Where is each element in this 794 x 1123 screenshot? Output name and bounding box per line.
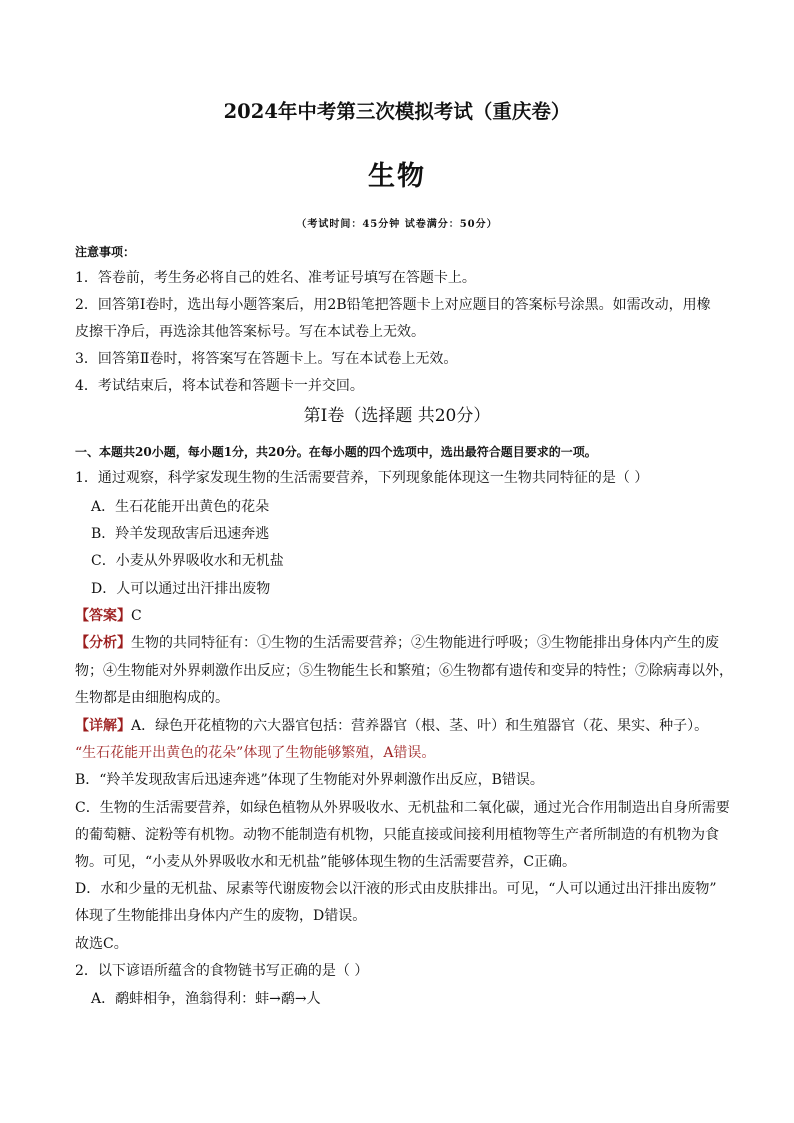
- section-title: 第Ⅰ卷（选择题 共20分）: [303, 406, 491, 426]
- q1-option-a: A．生石花能开出黄色的花朵: [91, 499, 270, 515]
- note-item: 3．回答第Ⅱ卷时，将答案写在答题卡上。写在本试卷上无效。: [75, 351, 458, 367]
- exam-info: （考试时间：45分钟 试卷满分：50分）: [296, 219, 498, 230]
- note-item: 皮擦干净后，再选涂其他答案标号。写在本试卷上无效。: [75, 324, 425, 340]
- subject-title: 生物: [368, 161, 426, 192]
- q1-option-d: D．人可以通过出汗排出废物: [91, 581, 271, 597]
- section-instruction: 一、本题共20小题，每小题1分，共20分。在每小题的四个选项中，选出最符合题目要求的一项。: [75, 445, 597, 459]
- detail-text: “生石花能开出黄色的花朵”体现了生物能够繁殖，A错误。: [75, 745, 436, 761]
- note-item: 4．考试结束后，将本试卷和答题卡一并交回。: [75, 378, 364, 394]
- detail-conclusion: 故选C。: [75, 936, 128, 952]
- detail-text: 物。可见，“小麦从外界吸收水和无机盐”能够体现生物的生活需要营养，C正确。: [75, 854, 577, 870]
- detail-text: B．“羚羊发现敌害后迅速奔逃”体现了生物能对外界刺激作出反应，B错误。: [75, 772, 544, 788]
- q1-option-c: C．小麦从外界吸收水和无机盐: [91, 553, 284, 569]
- answer-tag: 【答案】: [75, 608, 131, 624]
- analysis-tag: 【分析】: [75, 635, 131, 651]
- question-1-stem: 1．通过观察，科学家发现生物的生活需要营养，下列现象能体现这一生物共同特征的是（ ）: [75, 470, 649, 486]
- detail-tag: 【详解】: [75, 718, 131, 734]
- q1-analysis-line: [75, 634, 719, 652]
- note-item: 2．回答第Ⅰ卷时，选出每小题答案后，用2B铅笔把答题卡上对应题目的答案标号涂黑。如需改动，用橡: [75, 297, 711, 313]
- detail-text: 的葡萄糖、淀粉等有机物。动物不能制造有机物，只能直接或间接利用植物等生产者所制造的有机物为食: [75, 827, 719, 843]
- analysis-text: 物；④生物能对外界刺激作出反应；⑤生物能生长和繁殖；⑥生物都有遗传和变异的特性；⑦除病毒以外，: [75, 663, 733, 679]
- detail-text: D．水和少量的无机盐、尿素等代谢废物会以汗液的形式由皮肤排出。可见，“人可以通过出汗排出废物”: [75, 881, 717, 897]
- q1-detail-line: [75, 717, 708, 735]
- q1-answer-line: [75, 607, 142, 625]
- note-item: 1．答卷前，考生务必将自己的姓名、准考证号填写在答题卡上。: [75, 270, 476, 286]
- q1-option-b: B．羚羊发现敌害后迅速奔逃: [91, 526, 270, 542]
- answer-value: C: [131, 608, 142, 624]
- question-2-stem: 2．以下谚语所蕴含的食物链书写正确的是（ ）: [75, 963, 369, 979]
- notes-heading: 注意事项：: [75, 245, 136, 259]
- analysis-text: 生物的共同特征有：①生物的生活需要营养；②生物能进行呼吸；③生物能排出身体内产生的废: [131, 635, 719, 651]
- detail-text: A．绿色开花植物的六大器官包括：营养器官（根、茎、叶）和生殖器官（花、果实、种子）。: [131, 718, 709, 734]
- detail-text: 体现了生物能排出身体内产生的废物，D错误。: [75, 908, 367, 924]
- detail-text: C．生物的生活需要营养，如绿色植物从外界吸收水、无机盐和二氧化碳，通过光合作用制造出自身所需要: [75, 800, 730, 816]
- analysis-text: 生物都是由细胞构成的。: [75, 690, 229, 706]
- exam-title: 2024年中考第三次模拟考试（重庆卷）: [223, 100, 571, 123]
- q2-option-a: A．鹬蚌相争，渔翁得利：蚌→鹬→人: [91, 991, 321, 1007]
